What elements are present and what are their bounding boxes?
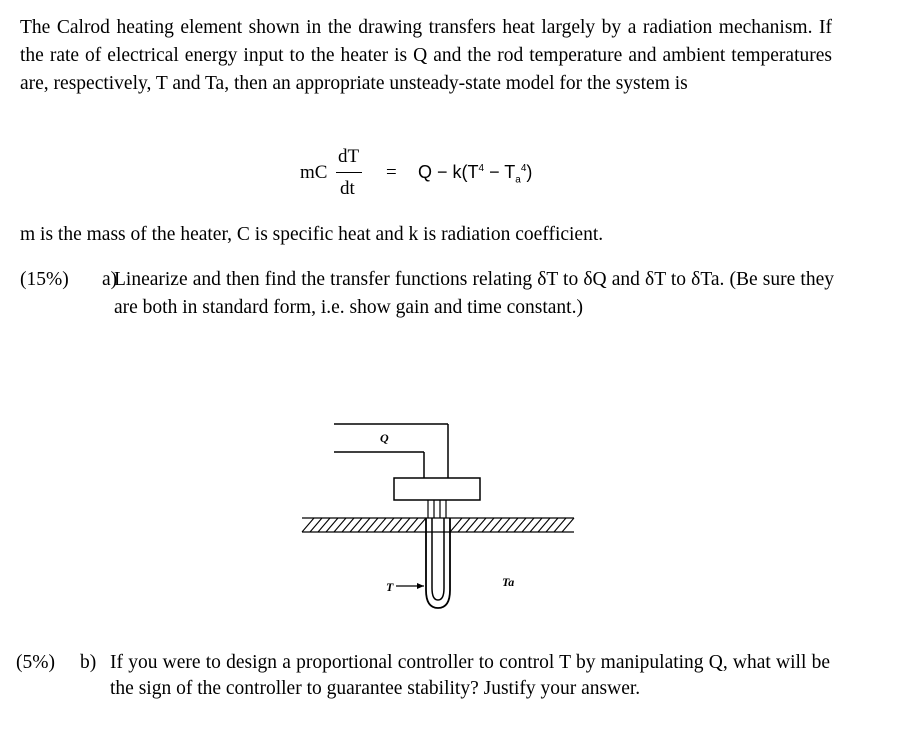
problem-intro: The Calrod heating element shown in the drawing transfers heat largely by a radiation mechanism. If the rate of electrical energy input to the heater is Q and the rod temperature and ambient temperatures are, respectively, T and Ta, then an appropriate unsteady-state model for the system is (20, 17, 832, 94)
equation-denominator: dt (340, 178, 355, 199)
equation-rhs (418, 162, 532, 186)
terminal-block (394, 478, 480, 500)
part-a-percent: (15%) (20, 269, 69, 290)
equation-power-2: 4 (520, 163, 527, 174)
equation-rhs-mid: − T (484, 162, 516, 182)
part-a-label: a) (102, 269, 118, 290)
fraction-bar (336, 172, 362, 173)
heating-rod-inner (432, 518, 444, 600)
label-q: Q (380, 431, 389, 445)
model-equation (300, 148, 600, 208)
equation-rhs-close: ) (526, 162, 533, 182)
equation-power-1: 4 (478, 163, 485, 174)
part-b-percent: (5%) (16, 652, 55, 673)
equation-subscript-a: a (515, 174, 521, 186)
equation-rhs-prefix: Q − k(T (418, 162, 479, 182)
part-b-label: b) (80, 652, 97, 673)
heater-drawing (290, 386, 590, 618)
label-t: T (386, 580, 394, 594)
equation-equals: = (386, 162, 397, 183)
variable-definitions: m is the mass of the heater, C is specific heat and k is radiation coefficient. (20, 224, 604, 245)
part-b-text: If you were to design a proportional controller to control T by manipulating Q, what will be the sign of the controller to guarantee stability? Justify your answer. (110, 652, 830, 699)
wall-hatch (302, 518, 574, 532)
label-ta: Ta (502, 575, 515, 589)
equation-lhs-coeff: mC (300, 162, 328, 183)
heater-diagram (290, 386, 590, 618)
equation-numerator: dT (338, 146, 360, 167)
part-a-text: Linearize and then find the transfer functions relating δT to δQ and δT to δTa. (Be sure they are both in standard form, i.e. show gain and time constant.) (114, 269, 834, 318)
